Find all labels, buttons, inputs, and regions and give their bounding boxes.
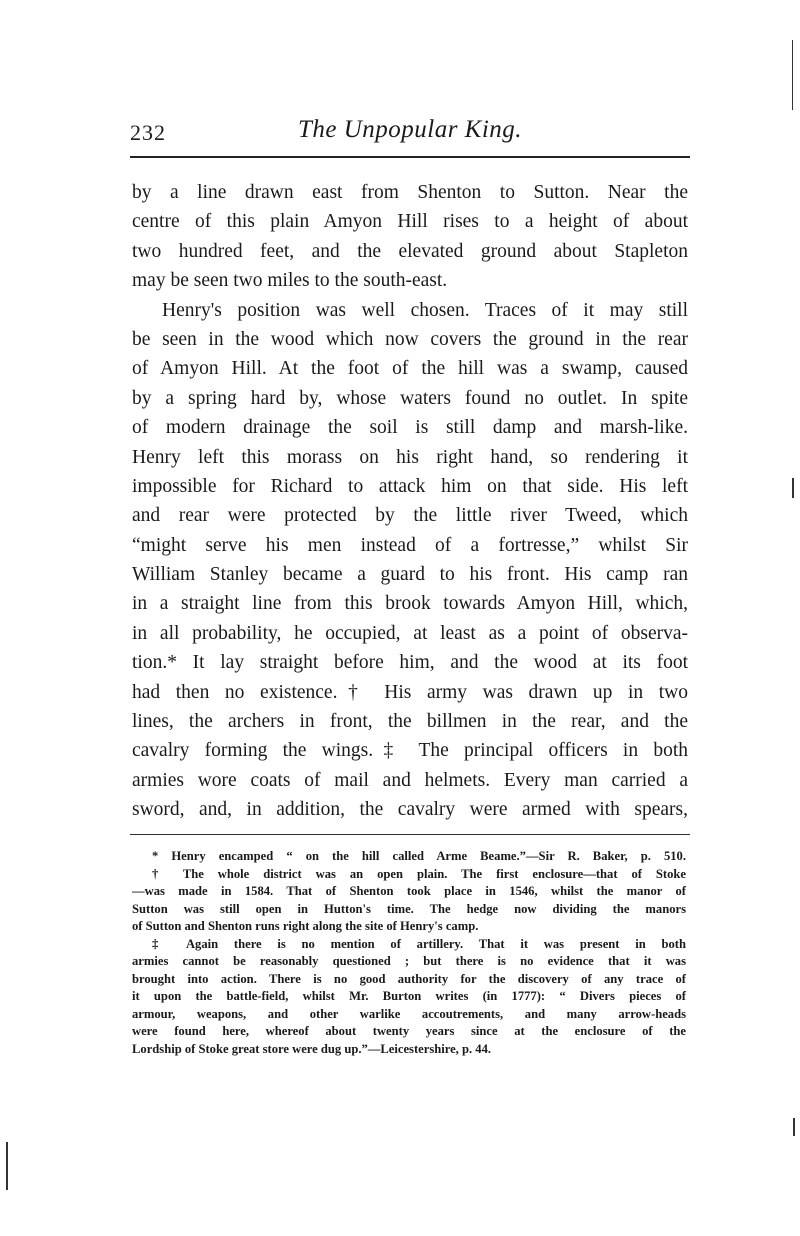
running-title: The Unpopular King. bbox=[297, 116, 523, 143]
footnote-line: —was made in 1584. That of Shenton took place in 1546, whilst the manor of bbox=[132, 884, 686, 898]
footnote-line: it upon the battle-field, whilst Mr. Burton writes (in 1777): “ Divers pieces of bbox=[132, 989, 686, 1003]
footnote-line: Lordship of Stoke great store were dug up.”—Leicestershire, p. 44. bbox=[132, 1041, 492, 1056]
text-line: be seen in the wood which now covers the ground in the rear bbox=[132, 328, 688, 350]
footnote-rule bbox=[130, 834, 690, 835]
margin-mark bbox=[793, 1118, 795, 1136]
footnote-line: * Henry encamped “ on the hill called Arme Beame.”—Sir R. Baker, p. 510. bbox=[152, 849, 686, 863]
footnote-line: Sutton was still open in Hutton's time. The hedge now dividing the manors bbox=[132, 901, 686, 916]
text-line: Henry left this morass on his right hand, so rendering it bbox=[132, 446, 688, 468]
text-line: two hundred feet, and the elevated ground about Stapleton bbox=[132, 240, 688, 262]
text-line: of Amyon Hill. At the foot of the hill was a swamp, caused bbox=[132, 358, 688, 380]
text-line: sword, and, in addition, the cavalry were armed with spears, bbox=[132, 799, 688, 821]
page-number: 232 bbox=[130, 120, 166, 145]
main-text bbox=[132, 178, 688, 825]
margin-mark bbox=[6, 1142, 8, 1190]
margin-mark bbox=[792, 40, 793, 110]
text-line: by a spring hard by, whose waters found no outlet. In spite bbox=[132, 387, 688, 409]
header-rule bbox=[130, 156, 690, 158]
text-line: impossible for Richard to attack him on that side. His left bbox=[132, 475, 688, 497]
text-line: armies wore coats of mail and helmets. Every man carried a bbox=[132, 769, 688, 791]
margin-mark bbox=[792, 478, 794, 498]
footnote-line: of Sutton and Shenton runs right along the site of Henry's camp. bbox=[132, 919, 479, 933]
text-line: cavalry forming the wings.‡ The principal officers in both bbox=[132, 740, 688, 762]
text-line: in all probability, he occupied, at least as a point of observa- bbox=[132, 622, 688, 644]
text-line: and rear were protected by the little river Tweed, which bbox=[132, 505, 688, 527]
footnote-line: were found here, whereof about twenty years since at the enclosure of the bbox=[132, 1024, 686, 1038]
footnote-line: † The whole district was an open plain. The first enclosure—that of Stoke bbox=[152, 866, 686, 881]
footnote-line: armour, weapons, and other warlike accoutrements, and many arrow-heads bbox=[132, 1006, 686, 1021]
footnote-line: ‡ Again there is no mention of artillery. That it was present in both bbox=[152, 936, 686, 951]
text-line: in a straight line from this brook towards Amyon Hill, which, bbox=[132, 593, 688, 615]
text-line: by a line drawn east from Shenton to Sutton. Near the bbox=[132, 182, 688, 203]
page-header bbox=[130, 112, 690, 152]
footnote-line: brought into action. There is no good authority for the discovery of any trace of bbox=[132, 971, 686, 986]
text-line: tion.* It lay straight before him, and the wood at its foot bbox=[132, 652, 688, 674]
footnote-line: armies cannot be reasonably questioned ; but there is no evidence that it was bbox=[132, 954, 686, 968]
text-line: may be seen two miles to the south-east. bbox=[132, 270, 448, 292]
text-line: “might serve his men instead of a fortresse,” whilst Sir bbox=[132, 534, 688, 556]
text-line: of modern drainage the soil is still damp and marsh-like. bbox=[132, 417, 688, 439]
footnotes bbox=[132, 848, 686, 1058]
text-line: centre of this plain Amyon Hill rises to a height of about bbox=[132, 211, 688, 233]
text-line: William Stanley became a guard to his front. His camp ran bbox=[132, 564, 688, 586]
text-line: lines, the archers in front, the billmen in the rear, and the bbox=[132, 711, 688, 733]
text-line: had then no existence.† His army was drawn up in two bbox=[132, 681, 688, 703]
text-line: Henry's position was well chosen. Traces of it may still bbox=[162, 299, 688, 321]
